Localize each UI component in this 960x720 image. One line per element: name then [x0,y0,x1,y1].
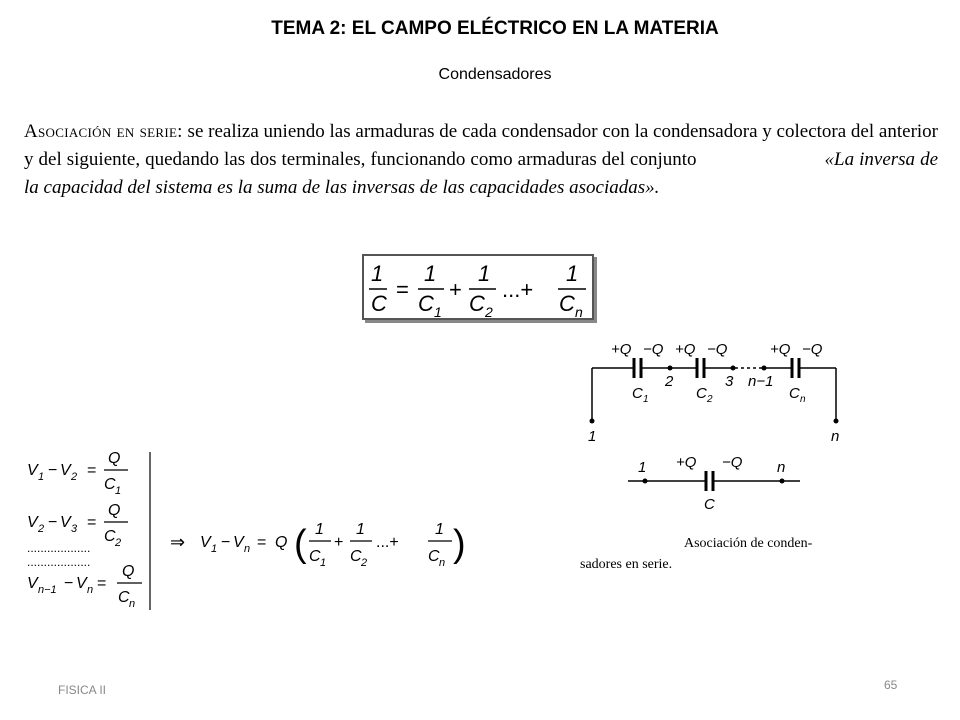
res-den3-sub: n [439,557,446,569]
f-den-C1-sub: 1 [434,304,442,320]
f-den-C: C [371,291,387,316]
cap-C1-sub: 1 [643,394,649,405]
charge-4: −Q [707,341,728,358]
eq2-C: C [104,528,116,545]
eq1-V2: V [60,462,71,479]
node-n-1-dot [762,366,767,371]
res-num1: 1 [315,521,324,538]
res-Q: Q [275,534,288,551]
caption-line-1: Asociación de conden- [684,536,813,551]
eq3-eq: = [97,575,107,592]
slide-title: TEMA 2: EL CAMPO ELÉCTRICO EN LA MATERIA [271,18,719,39]
f-den-Cn-sub: n [575,304,583,320]
res-minus: − [221,534,231,551]
cap-C1-label: C [632,385,643,402]
terminal-1-dot [590,419,595,424]
implies-arrow: ⇒ [170,532,186,552]
charge-6: −Q [802,341,823,358]
f-num-2: 1 [424,261,437,286]
terminal-n-label: n [831,428,840,445]
eq2-C-sub: 2 [115,537,122,549]
cap-Cn-label: C [789,385,800,402]
eq3-s2: n [87,584,94,596]
eq3-Vn: V [76,575,87,592]
f-num-1: 1 [371,261,384,286]
f-den-C2-sub: 2 [485,304,493,320]
charge-2: −Q [643,341,664,358]
f-num-3: 1 [478,261,491,286]
eq2-s1: 2 [38,523,45,535]
eq1-V1: V [27,462,38,479]
f-den-Cn: C [559,291,575,316]
charge-3: +Q [675,341,696,358]
eq3-s1: n−1 [38,584,57,596]
slide-subtitle: Condensadores [438,66,552,83]
eq3-Q: Q [122,563,135,580]
f-dots: ...+ [502,277,534,302]
res-plus1: + [334,534,344,551]
cap-Cn-sub: n [800,394,806,405]
res-Vn: V [233,534,244,551]
node-3-label: 3 [725,373,734,390]
figure-caption [580,533,860,575]
res-den1-sub: 1 [320,557,327,569]
res-den1: C [309,548,321,565]
res-den2: C [350,548,362,565]
series-circuit [592,358,836,491]
eq3-C-sub: n [129,598,136,610]
circuit-nodes [590,366,839,484]
eq2-eq: = [87,514,97,531]
paragraph-quote: «La inversa de la capacidad del sistema es la suma de las inversas de las capacidades asociadas». [24,149,939,198]
single-left-dot [643,479,648,484]
eq1-s1: 1 [38,471,45,483]
eq1-Q: Q [108,450,121,467]
dots-line-2: ................... [27,555,91,569]
main-formula [369,261,586,320]
paragraph-text: se realiza uniendo las armaduras de cada condensador con la condensadora y colectora del anterior y del siguiente, quedando las dos terminales, funcionando como armaduras del conjunto [24,121,938,170]
res-num2: 1 [356,521,365,538]
caption-line-2: sadores en serie. [580,557,673,572]
terminal-1-label: 1 [588,428,597,445]
node-3-dot [731,366,736,371]
eq3-Vn1: V [27,575,38,592]
equations-block [27,450,466,610]
footer-course: FISICA II [58,683,107,697]
charge-1: +Q [611,341,632,358]
eq3-minus: − [64,575,74,592]
res-den3: C [428,548,440,565]
footer-page-number: 65 [884,678,898,692]
eq2-s2: 3 [71,523,78,535]
eq1-minus: − [48,462,58,479]
res-paren-r: ) [453,523,466,565]
single-plus: +Q [676,454,697,471]
res-paren-l: ( [294,523,307,565]
terminal-n-dot [834,419,839,424]
res-s2: n [244,543,251,555]
node-n-1-label: n−1 [748,373,774,390]
eq3-C: C [118,589,130,606]
eq2-V2: V [27,514,38,531]
single-right-label: n [777,459,786,476]
f-equals: = [396,277,409,302]
node-2-label: 2 [665,373,674,390]
res-den2-sub: 2 [361,557,368,569]
f-den-C2: C [469,291,485,316]
res-eq: = [257,534,267,551]
charge-5: +Q [770,341,791,358]
dots-line-1: ................... [27,541,91,555]
term-serie: Asociación en serie: [24,121,183,142]
single-cap: C [704,496,715,513]
res-dots: ...+ [376,534,399,551]
single-left-label: 1 [638,459,647,476]
single-right-dot [780,479,785,484]
single-minus: −Q [722,454,743,471]
f-den-C1: C [418,291,434,316]
f-num-4: 1 [566,261,579,286]
eq2-V3: V [60,514,71,531]
eq2-minus: − [48,514,58,531]
res-num3: 1 [435,521,444,538]
node-2-dot [668,366,673,371]
eq1-eq: = [87,462,97,479]
cap-C2-sub: 2 [707,394,713,405]
res-V1: V [200,534,211,551]
eq1-s2: 2 [71,471,78,483]
eq1-C: C [104,476,116,493]
res-s1: 1 [211,543,218,555]
eq1-C-sub: 1 [115,485,122,497]
f-plus-1: + [449,277,462,302]
eq2-Q: Q [108,502,121,519]
cap-C2-label: C [696,385,707,402]
